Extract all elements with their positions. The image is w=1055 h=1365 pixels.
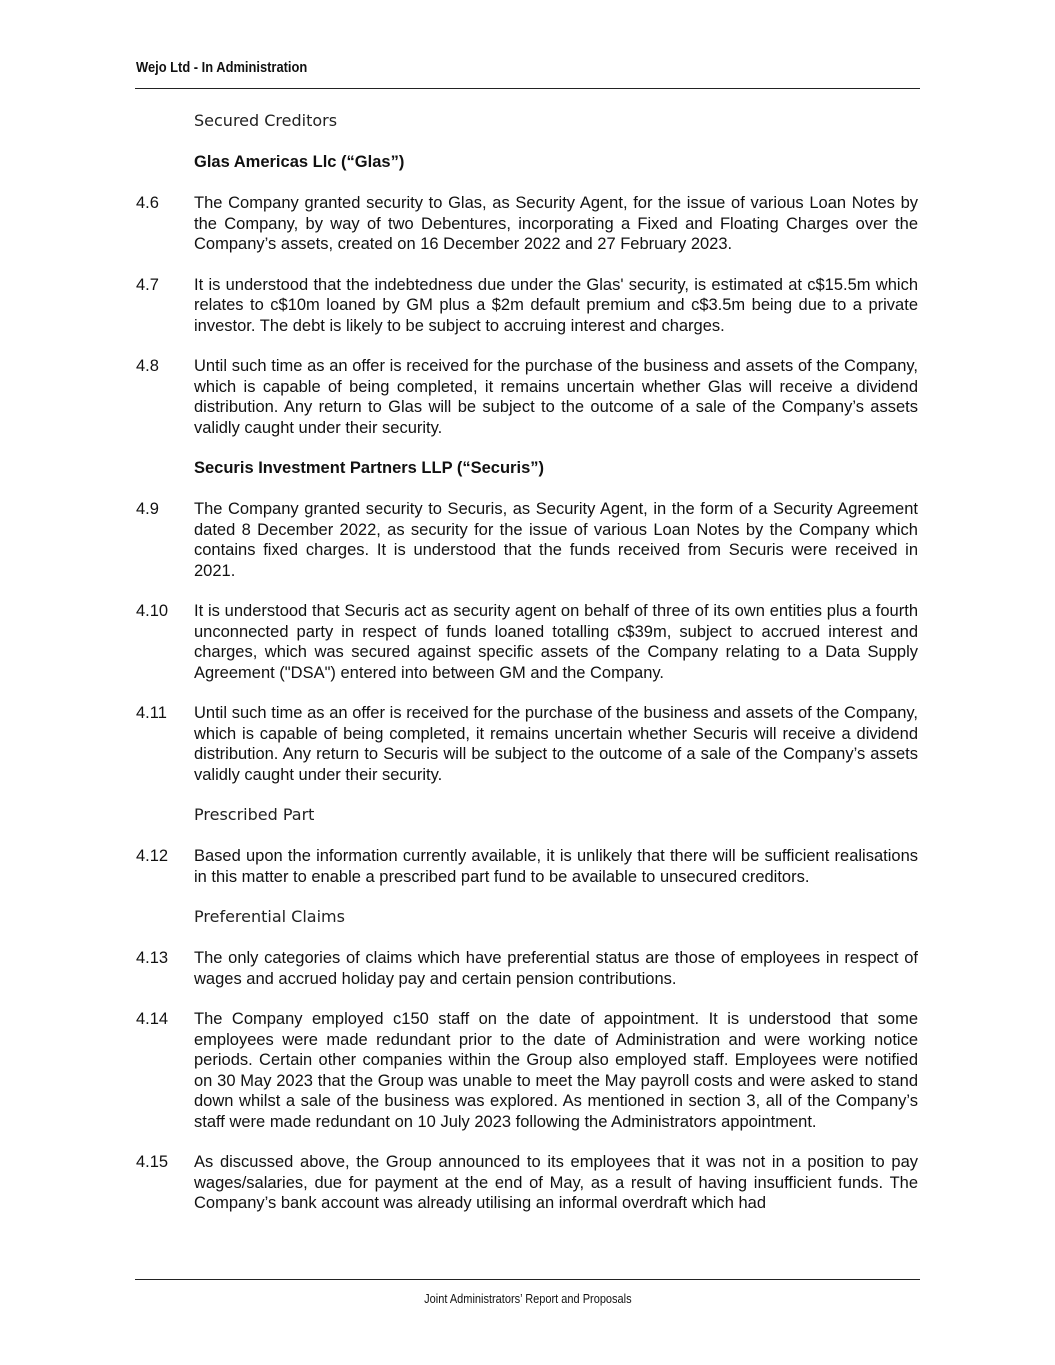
paragraph-4-15 [136, 1152, 918, 1214]
paragraph-text: As discussed above, the Group announced to its employees that it was not in a position to pay wages/salaries, due for payment at the end of May, as a result of having insufficient funds. The Company’s bank account was already utilising an informal overdraft which had [194, 1153, 918, 1212]
footer-divider [135, 1279, 920, 1280]
paragraph-text: Until such time as an offer is received for the purchase of the business and assets of the Company, which is capable of being completed, it remains uncertain whether Securis will receive a dividend distribution. Any return to Securis will be subject to the outcome of a sale of the Company’s assets validly caught under their security. [194, 704, 918, 784]
paragraph-4-13 [136, 948, 918, 989]
paragraph-number: 4.12 [136, 847, 169, 865]
paragraph-4-9 [136, 499, 918, 581]
page-footer [0, 1292, 1055, 1306]
paragraph-text: The Company employed c150 staff on the date of appointment. It is understood that some employees were made redundant prior to the date of Administration and were working notice periods. Certain other companies within the Group also employed staff. Employees were notified on 30 May 2023 that the Group was unable to meet the May payroll costs and were asked to stand down whilst a sale of the business was explored. As mentioned in section 3, all of the Company’s staff were made redundant on 10 July 2023 following the Administrators appointment. [194, 1010, 918, 1131]
paragraph-text: The Company granted security to Securis, as Security Agent, in the form of a Security Agreement dated 8 December 2022, as security for the issue of various Loan Notes by the Company which contains fixed charges. It is understood that the funds received from Securis were received in 2021. [194, 500, 918, 580]
header-divider [135, 88, 920, 89]
paragraph-text: The only categories of claims which have preferential status are those of employees in respect of wages and accrued holiday pay and certain pension contributions. [194, 949, 918, 988]
paragraph-number: 4.7 [136, 275, 159, 294]
section-title-secured-creditors: Secured Creditors [194, 111, 338, 130]
paragraph-4-11 [136, 703, 918, 785]
paragraph-number: 4.13 [136, 949, 169, 967]
paragraph-4-12 [136, 846, 918, 887]
section-title-preferential-claims: Preferential Claims [194, 907, 345, 926]
paragraph-number: 4.14 [136, 1010, 169, 1028]
section-title-prescribed-part: Prescribed Part [194, 805, 315, 824]
paragraph-number: 4.10 [136, 602, 169, 620]
paragraph-4-8 [136, 356, 918, 438]
paragraph-number: 4.6 [136, 194, 159, 212]
paragraph-number: 4.15 [136, 1153, 169, 1171]
paragraph-number: 4.9 [136, 500, 159, 518]
paragraph-4-6 [136, 193, 918, 255]
paragraph-text: Until such time as an offer is received for the purchase of the business and assets of the Company, which is capable of being completed, it remains uncertain whether Glas will receive a dividend distribution. Any return to Glas will be subject to the outcome of a sale of the Company’s assets validly caught under their security. [194, 357, 918, 437]
paragraph-text: It is understood that Securis act as security agent on behalf of three of its own entities plus a fourth unconnected party in respect of funds loaned totalling c$39m, subject to accrued interest and charges, which was secured against specific assets of the Company relating to a Data Supply Agreement ("DSA") entered into between GM and the Company. [194, 602, 918, 682]
document-body [136, 111, 918, 1214]
paragraph-4-7 [136, 275, 918, 337]
paragraph-4-14 [136, 1009, 918, 1132]
paragraph-number: 4.8 [136, 357, 159, 375]
subheading-securis: Securis Investment Partners LLP (“Securis”) [194, 459, 544, 477]
paragraph-4-10 [136, 601, 918, 683]
paragraph-text: Based upon the information currently available, it is unlikely that there will be sufficient realisations in this matter to enable a prescribed part fund to be available to unsecured creditors. [194, 847, 918, 886]
page-header-title: Wejo Ltd - In Administration [136, 59, 308, 76]
footer-text: Joint Administrators’ Report and Proposals [423, 1292, 632, 1306]
paragraph-text: It is understood that the indebtedness due under the Glas' security, is estimated at c$15.5m which relates to c$10m loaned by GM plus a $2m default premium and c$3.5m being due to a private investor. The debt is likely to be subject to accruing interest and charges. [194, 275, 918, 335]
subheading-glas: Glas Americas Llc (“Glas”) [194, 153, 405, 171]
paragraph-number: 4.11 [136, 704, 167, 722]
paragraph-text: The Company granted security to Glas, as Security Agent, for the issue of various Loan Notes by the Company, by way of two Debentures, incorporating a Fixed and Floating Charges over the Company’s assets, created on 16 December 2022 and 27 February 2023. [194, 194, 918, 253]
